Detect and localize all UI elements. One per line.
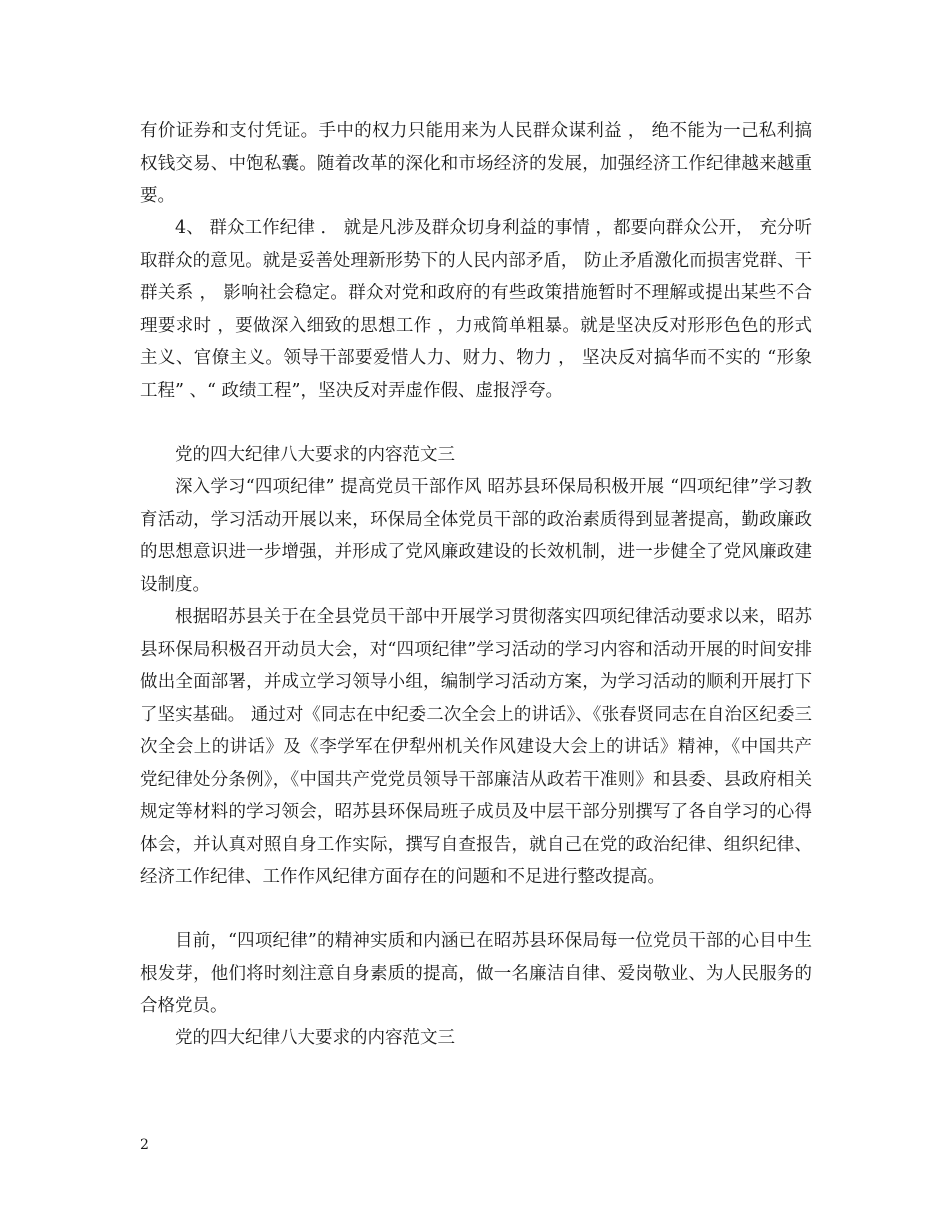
page-number: 2: [140, 1137, 149, 1153]
paragraph-mass-work-discipline: 4、 群众工作纪律 ． 就是凡涉及群众切身利益的事情 ，都要向群众公开， 充分听取群众的意见。就是妥善处理新形势下的人民内部矛盾， 防止矛盾激化而损害党群、干群关系 ， 影响社会稳定。群众对党和政府的有些政策措施暂时不理解或提出某些不合理要求时 ，要做深入细致的思想工作 ，力戒简单粗暴。就是坚决反对形形色色的形式主义、官僚主义。领导干部要爱惜人力、财力、物力 ， 坚决反对搞华而不实的 “形象工程” 、“ 政绩工程”，坚决反对弄虚作假、虚报浮夸。: [140, 218, 812, 401]
section-heading: 党的四大纪律八大要求的内容范文三: [175, 445, 455, 465]
paragraph-continuation: 有价证券和支付凭证。手中的权力只能用来为人民群众谋利益 ， 绝不能为一己私利搞权钱交易、中饱私囊。随着改革的深化和市场经济的发展，加强经济工作纪律越来越重要。: [140, 121, 812, 206]
paragraph-conclusion: 目前，“四项纪律”的精神实质和内涵已在昭苏县环保局每一位党员干部的心目中生根发芽，他们将时刻注意自身素质的提高，做一名廉洁自律、爱岗敬业、为人民服务的合格党员。: [140, 931, 812, 1016]
paragraph-intro: 深入学习“四项纪律” 提高党员干部作风 昭苏县环保局积极开展 “四项纪律”学习教育活动，学习活动开展以来，环保局全体党员干部的政治素质得到显著提高，勤政廉政的思想意识进一步增强，并形成了党风廉政建设的长效机制，进一步健全了党风廉政建设制度。: [140, 477, 812, 595]
paragraph-body: 根据昭苏县关于在全县党员干部中开展学习贯彻落实四项纪律活动要求以来，昭苏县环保局积极召开动员大会，对“四项纪律”学习活动的学习内容和活动开展的时间安排做出全面部署，并成立学习领导小组，编制学习活动方案，为学习活动的顺利开展打下了坚实基础。 通过对《同志在中纪委二次全会上的讲话》、《张春贤同志在自治区纪委三次全会上的讲话》及《李学军在伊犁州机关作风建设大会上的讲话》精神，《中国共产党纪律处分条例》，《中国共产党党员领导干部廉洁从政若干准则》和县委、县政府相关规定等材料的学习领会，昭苏县环保局班子成员及中层干部分别撰写了各自学习的心得体会，并认真对照自身工作实际，撰写自查报告，就自己在党的政治纪律、组织纪律、经济工作纪律、工作作风纪律方面存在的问题和不足进行整改提高。: [140, 607, 812, 887]
section-heading-repeat: 党的四大纪律八大要求的内容范文三: [175, 1028, 455, 1048]
